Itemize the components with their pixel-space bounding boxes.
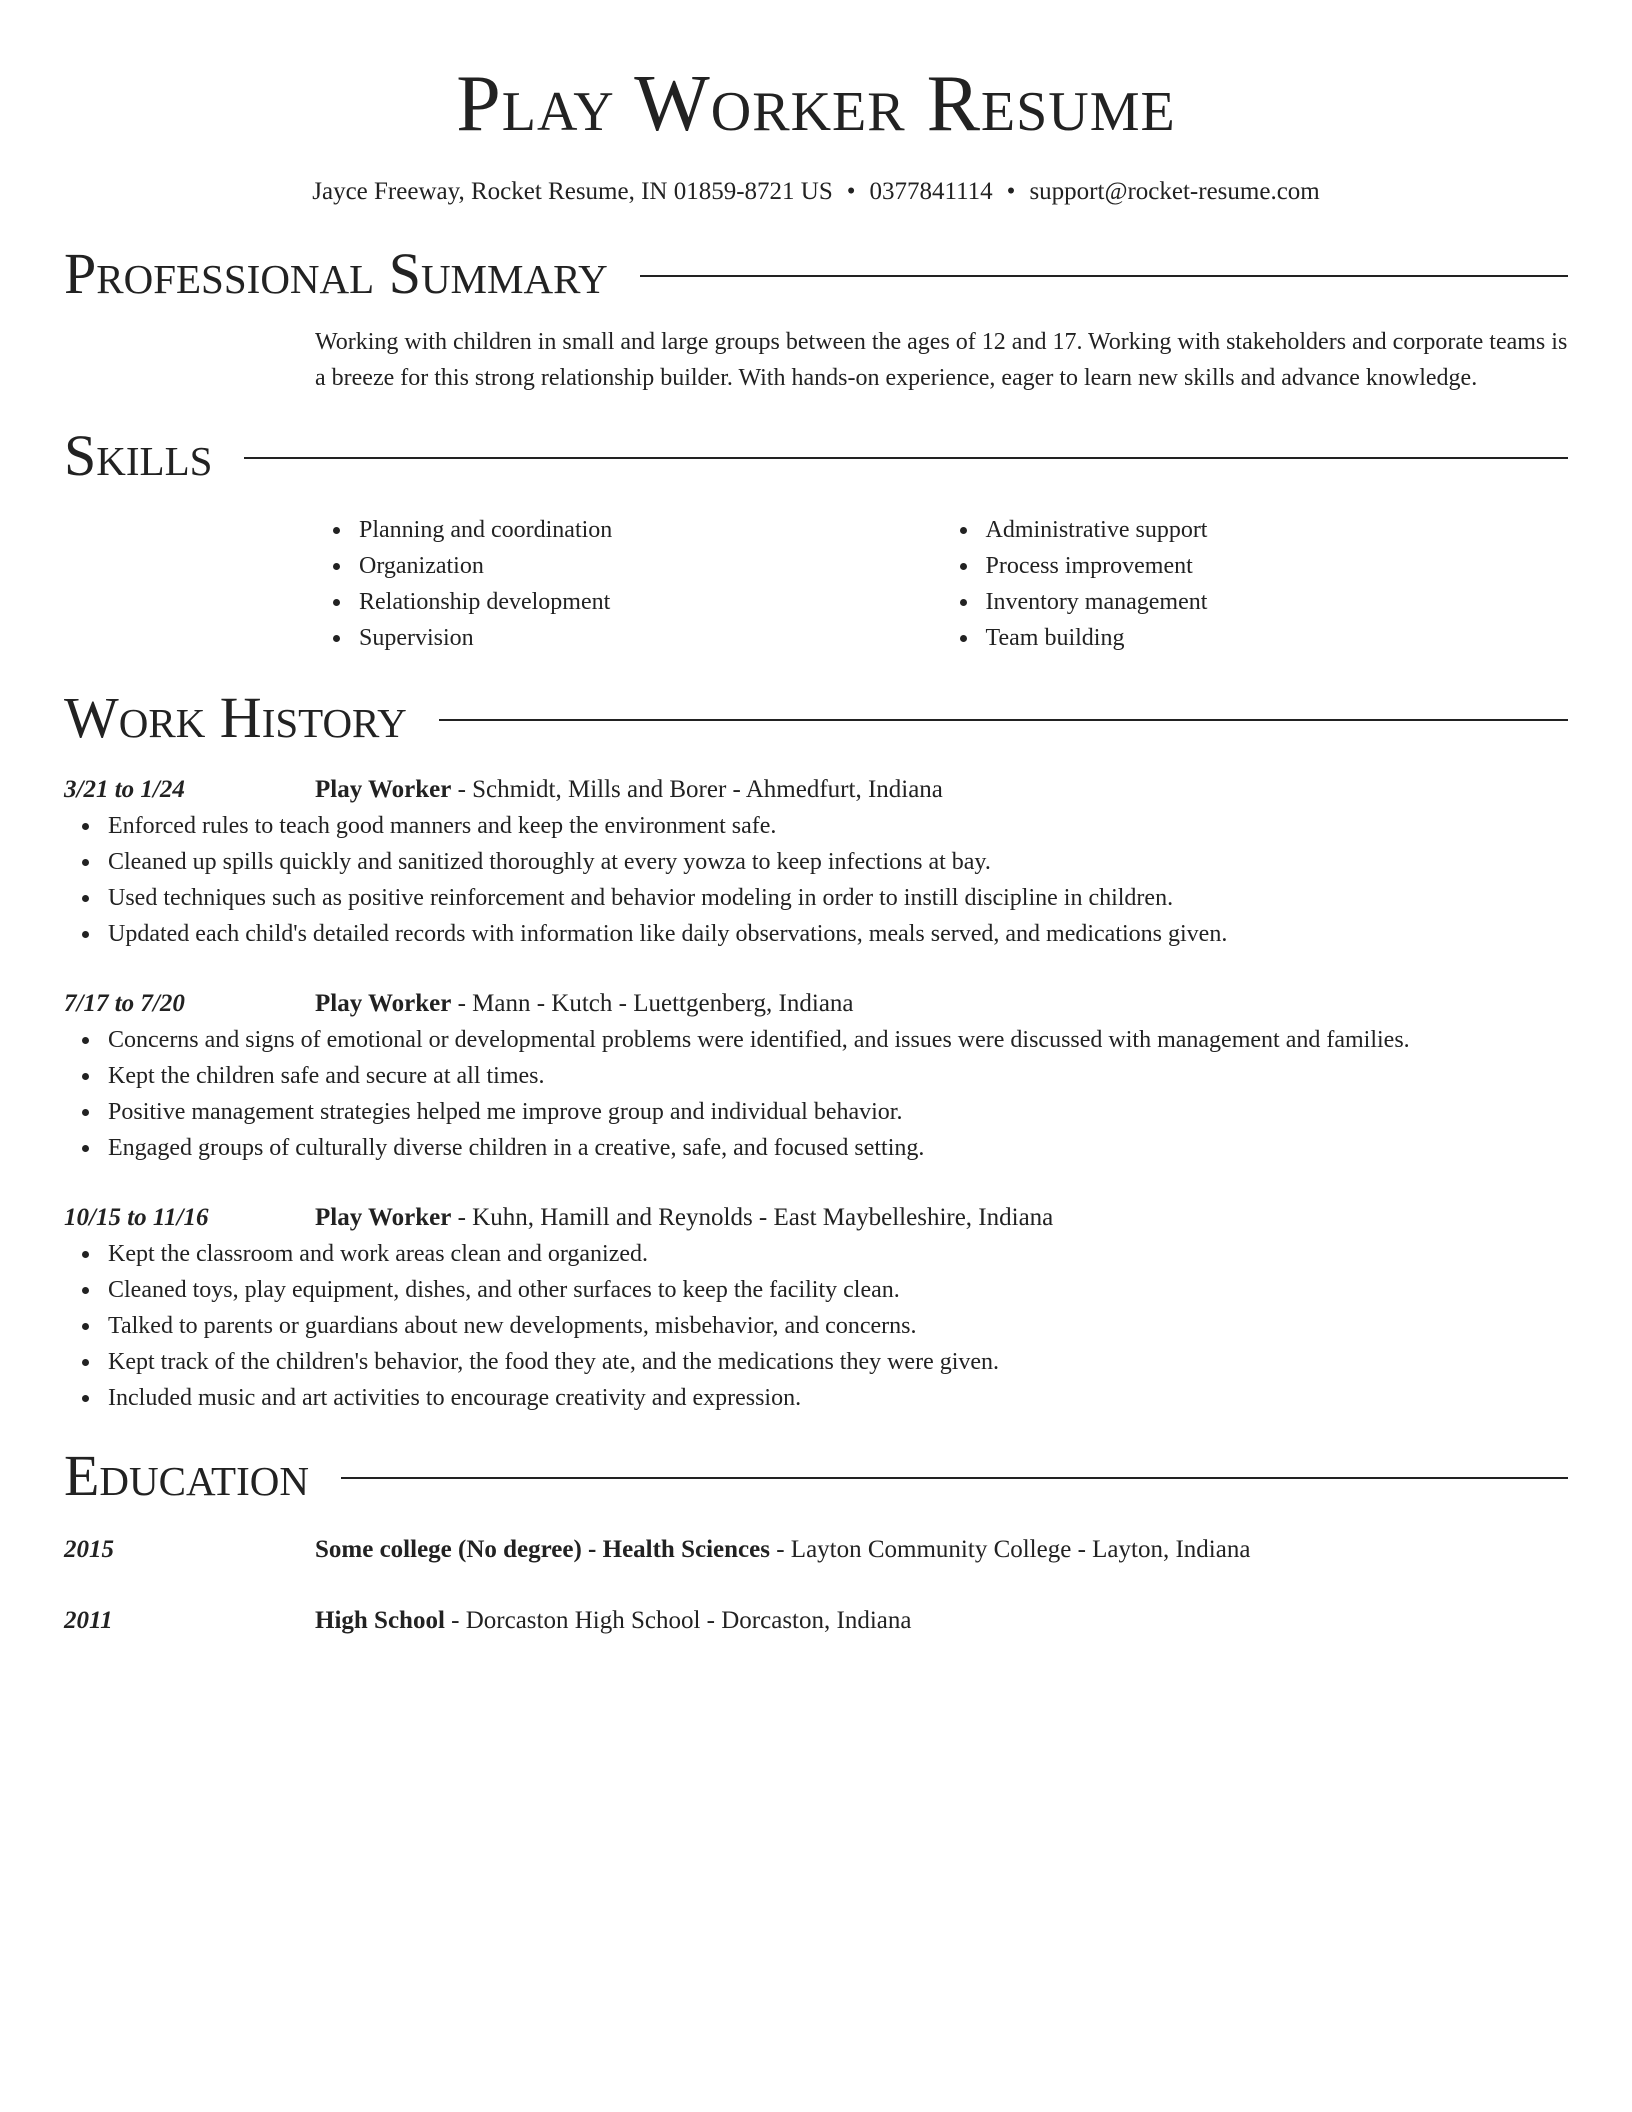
skills-column-right — [942, 512, 1569, 656]
summary-section-header — [64, 242, 1568, 306]
job-entry — [64, 986, 1568, 1166]
job-bullets — [64, 1022, 1568, 1166]
job-employer: - Schmidt, Mills and Borer - Ahmedfurt, Indiana — [451, 776, 943, 803]
education-degree: Some college (No degree) - Health Sciences — [315, 1536, 770, 1563]
education-section-header — [64, 1444, 1568, 1508]
job-bullet: Cleaned toys, play equipment, dishes, and other surfaces to keep the facility clean. — [108, 1272, 1568, 1308]
skill-item: Process improvement — [986, 548, 1569, 584]
job-title: Play Worker — [315, 1204, 452, 1231]
work-heading: Work History — [64, 685, 407, 750]
education-heading: Education — [64, 1443, 309, 1508]
skills-list — [315, 512, 1568, 656]
job-bullet: Updated each child's detailed records with information like daily observations, meals served, and medications given. — [108, 916, 1568, 952]
job-bullets — [64, 1236, 1568, 1416]
contact-address: Jayce Freeway, Rocket Resume, IN 01859-8721 US — [312, 178, 833, 205]
education-school: - Layton Community College - Layton, Indiana — [769, 1536, 1251, 1563]
job-heading — [315, 772, 943, 808]
contact-separator: • — [846, 178, 856, 205]
section-rule — [244, 457, 1568, 459]
job-bullets — [64, 808, 1568, 952]
job-bullet: Positive management strategies helped me improve group and individual behavior. — [108, 1094, 1568, 1130]
job-bullet: Cleaned up spills quickly and sanitized thoroughly at every yowza to keep infections at bay. — [108, 844, 1568, 880]
section-rule — [341, 1477, 1568, 1479]
job-dates: 7/17 to 7/20 — [64, 990, 185, 1017]
education-school: - Dorcaston High School - Dorcaston, Indiana — [444, 1607, 912, 1634]
contact-separator: • — [1006, 178, 1016, 205]
job-bullet: Engaged groups of culturally diverse children in a creative, safe, and focused setting. — [108, 1130, 1568, 1166]
section-rule — [439, 719, 1568, 721]
contact-phone: 0377841114 — [869, 178, 993, 205]
skill-item: Organization — [359, 548, 942, 584]
job-bullet: Kept the classroom and work areas clean and organized. — [108, 1236, 1568, 1272]
education-year: 2015 — [64, 1536, 114, 1563]
job-bullet: Concerns and signs of emotional or developmental problems were identified, and issues were discussed with management and families. — [108, 1022, 1568, 1058]
contact-email: support@rocket-resume.com — [1029, 178, 1320, 205]
job-title: Play Worker — [315, 776, 452, 803]
skills-section-header — [64, 424, 1568, 488]
education-year: 2011 — [64, 1607, 113, 1634]
job-bullet: Kept the children safe and secure at all times. — [108, 1058, 1568, 1094]
summary-text: Working with children in small and large groups between the ages of 12 and 17. Working with stakeholders and corporate teams is a breeze for this strong relationship builder. With hands-on experience, eager to learn new skills and advance knowledge. — [315, 329, 1568, 391]
education-heading-line — [315, 1532, 1250, 1568]
skill-item: Inventory management — [986, 584, 1569, 620]
job-title: Play Worker — [315, 990, 452, 1017]
job-employer: - Mann - Kutch - Luettgenberg, Indiana — [451, 990, 854, 1017]
job-bullet: Included music and art activities to encourage creativity and expression. — [108, 1380, 1568, 1416]
skills-heading: Skills — [64, 423, 213, 488]
job-entry — [64, 772, 1568, 952]
education-entry — [64, 1532, 1568, 1568]
section-rule — [640, 275, 1568, 277]
job-bullet: Kept track of the children's behavior, the food they ate, and the medications they were given. — [108, 1344, 1568, 1380]
job-bullet: Talked to parents or guardians about new developments, misbehavior, and concerns. — [108, 1308, 1568, 1344]
work-section-header — [64, 686, 1568, 750]
job-employer: - Kuhn, Hamill and Reynolds - East Maybelleshire, Indiana — [451, 1204, 1054, 1231]
job-header — [64, 986, 1568, 1022]
education-entry — [64, 1603, 1568, 1639]
education-degree: High School — [315, 1607, 445, 1634]
job-bullet: Enforced rules to teach good manners and keep the environment safe. — [108, 808, 1568, 844]
job-header — [64, 1200, 1568, 1236]
summary-heading: Professional Summary — [64, 241, 608, 306]
job-dates: 10/15 to 11/16 — [64, 1204, 209, 1231]
job-header — [64, 772, 1568, 808]
skill-item: Relationship development — [359, 584, 942, 620]
job-entry — [64, 1200, 1568, 1416]
job-dates: 3/21 to 1/24 — [64, 776, 185, 803]
skills-column-left — [315, 512, 942, 656]
job-heading — [315, 1200, 1053, 1236]
skill-item: Administrative support — [986, 512, 1569, 548]
resume-title: Play Worker Resume — [456, 60, 1176, 148]
contact-line — [64, 176, 1568, 208]
job-heading — [315, 986, 854, 1022]
education-heading-line — [315, 1603, 911, 1639]
skill-item: Planning and coordination — [359, 512, 942, 548]
skill-item: Supervision — [359, 620, 942, 656]
skill-item: Team building — [986, 620, 1569, 656]
job-bullet: Used techniques such as positive reinforcement and behavior modeling in order to instill discipline in children. — [108, 880, 1568, 916]
